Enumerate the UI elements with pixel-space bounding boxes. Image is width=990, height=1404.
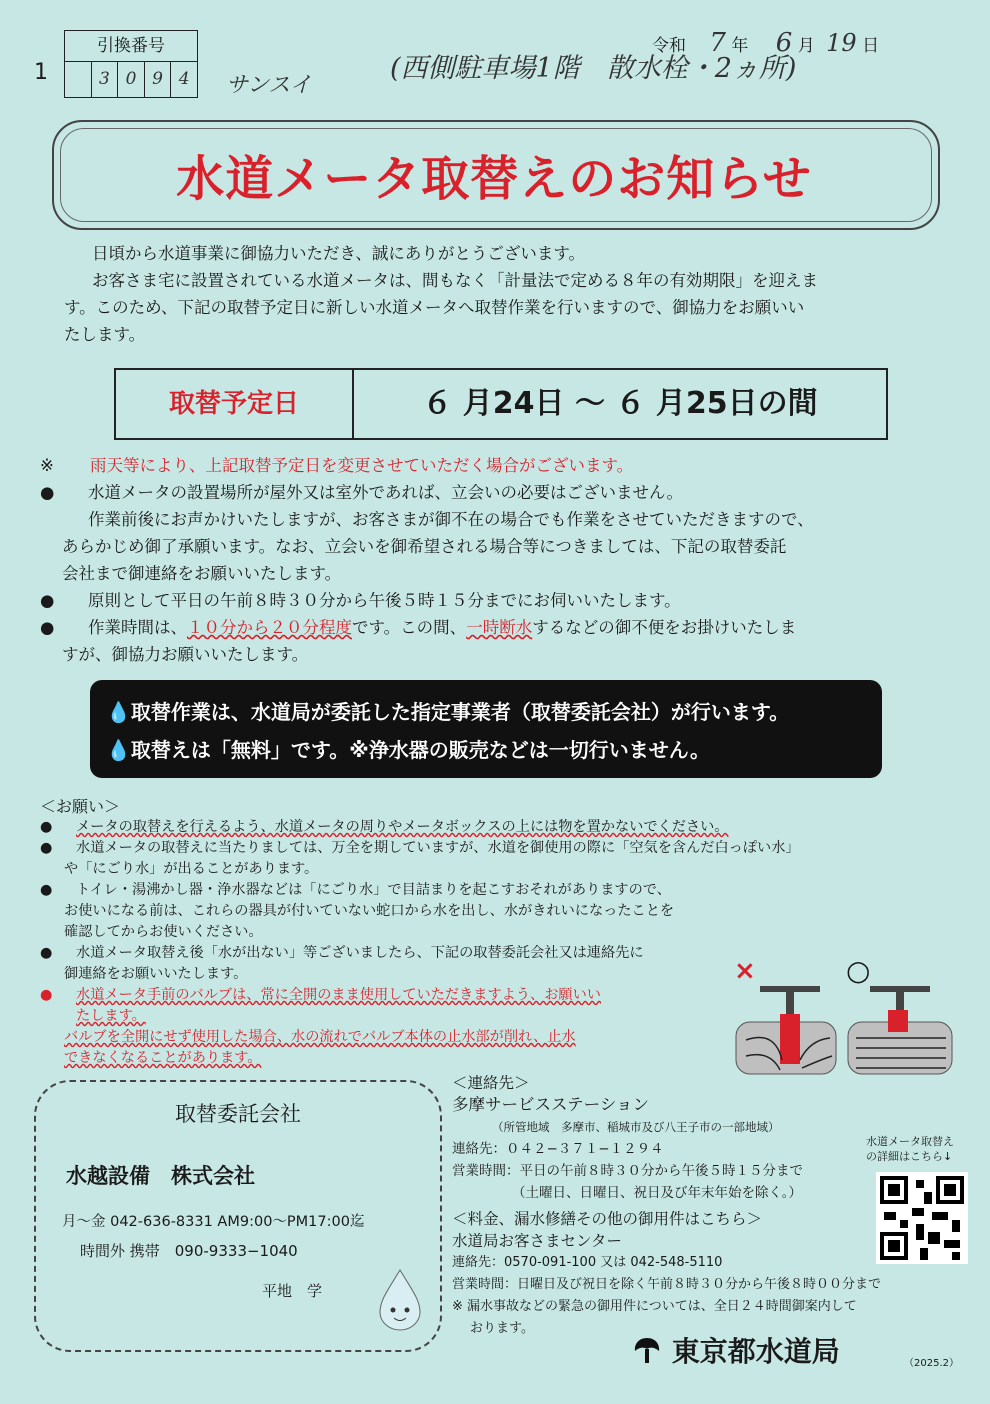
valve-diagram (730, 954, 960, 1090)
exchange-digit: 4 (178, 69, 190, 89)
notice-box (90, 680, 882, 778)
center-name: 水道局お客さまセンター (452, 1232, 622, 1250)
bullet-icon: ● (40, 618, 55, 637)
company-note: サンスイ (226, 73, 312, 98)
issue-date (652, 28, 932, 58)
exchange-number-cells (65, 62, 197, 97)
date-era: 令和 (652, 36, 686, 56)
qr-caption: 水道メータ取替え の詳細はこちら↓ (866, 1135, 954, 1163)
company-box (34, 1080, 442, 1352)
note-line: すが、御協力お願いいたします。 (62, 645, 309, 664)
contact-station: 多摩サービスステーション (452, 1095, 650, 1114)
note-mark: ※ (40, 456, 54, 475)
tokyo-logo-icon (632, 1335, 662, 1365)
company-name: 水越設備 株式会社 (66, 1164, 255, 1188)
emergency-note: おります。 (470, 1321, 534, 1336)
note-line: あらかじめ御了承願います。なお、立会いを御希望される場合等につきましては、下記の取替委託 (62, 537, 787, 556)
schedule-box (114, 368, 888, 440)
request-line: 御連絡をお願いいたします。 (64, 966, 248, 982)
note-item: ● 作業時間は、１０分から２０分程度です。この間、一時断水するなどの御不便をお掛けいたしま (40, 614, 960, 641)
date-month: 6 (775, 28, 793, 58)
request-item: ● トイレ・湯沸かし器・浄水器などは「にごり水」で目詰まりを起こすおそれがありますので、 (40, 880, 940, 901)
bullet-icon: ● (40, 483, 55, 502)
notice-line: 💧取替作業は、水道局が委託した指定事業者（取替委託会社）が行います。 (106, 700, 790, 724)
bad-mark: × (734, 956, 756, 986)
margin-mark: 1 (34, 60, 48, 85)
bullet-icon: ● (40, 882, 53, 898)
water-drop-icon: 💧 (106, 700, 131, 724)
request-item: ● 水道メータの取替えに当たりましては、万全を期していますが、水道を御使用の際に「空気を含んだ白っぽい水」 (40, 838, 940, 859)
intro-paragraph: 日頃から水道事業に御協力いただき、誠にありがとうございます。 (92, 244, 586, 263)
request-line: 確認してからお使いください。 (64, 924, 263, 940)
date-year-unit: 年 (731, 36, 749, 56)
intro-paragraph: お客さま宅に設置されている水道メータは、間もなく「計量法で定める８年の有効期限」を迎えま (92, 271, 818, 290)
exchange-number-box (64, 30, 198, 98)
intro (64, 240, 944, 348)
good-mark: ○ (846, 954, 871, 987)
contact-hours-note: （土曜日、日曜日、祝日及び年末年始を除く。） (512, 1185, 802, 1201)
intro-paragraph: す。このため、下記の取替予定日に新しい水道メータへ取替作業を行いますので、御協力をお願いい (64, 298, 805, 317)
center-heading: ＜料金、漏水修繕その他の御用件はこちら＞ (452, 1210, 763, 1228)
intro-paragraph: たします。 (64, 325, 146, 344)
exchange-digit: 9 (145, 62, 172, 97)
center-hours: 営業時間：日曜日及び祝日を除く午前８時３０分から午後８時００分まで (452, 1277, 882, 1292)
request-line: や「にごり水」が出ることがあります。 (64, 861, 319, 877)
valve-illustration (730, 960, 960, 1090)
location-note: (西側駐車場1階 散水栓・2ヵ所) (390, 53, 797, 84)
page-title: 水道メータ取替えのお知らせ (176, 151, 812, 207)
contact-heading: ＜連絡先＞ (452, 1074, 530, 1092)
contact-hours: 営業時間：平日の午前８時３０分から午後５時１５分まで (452, 1163, 803, 1179)
bullet-icon: ● (40, 819, 53, 835)
request-line: できなくなることがあります。 (64, 1050, 262, 1066)
request-item: ● メータの取替えを行えるよう、水道メータの周りやメータボックスの上には物を置かないでください。 (40, 817, 940, 838)
water-drop-icon: 💧 (106, 738, 131, 762)
rain-note: ※ 雨天等により、上記取替予定日を変更させていただく場合がございます。 (40, 452, 960, 479)
note-line: 作業前後にお声かけいたしますが、お客さまが御不在の場合でも作業をさせていただきますので、 (88, 510, 814, 529)
contact-area: （所管地域 多摩市、稲城市及び八王子市の一部地域） (492, 1120, 780, 1134)
exchange-number-label: 引換番号 (65, 31, 197, 62)
contact-tel: 連絡先：０４２−３７１−１２９４ (452, 1141, 664, 1157)
emergency-note: ※ 漏水事故などの緊急の御用件については、全日２４時間御案内して (452, 1299, 857, 1314)
exchange-digit (65, 62, 92, 97)
notes (40, 452, 960, 668)
note-line: 会社まで御連絡をお願いいたします。 (62, 564, 342, 583)
footer-org: 東京都水道局 (632, 1330, 840, 1370)
notice-line: 💧取替えは「無料」です。※浄水器の販売などは一切行いません。 (106, 738, 710, 762)
bullet-icon: ● (40, 987, 53, 1003)
company-hours: 月〜金 042-636-8331 AM9:00〜PM17:00迄 (62, 1214, 365, 1230)
request-item: ● 水道メータ手前のバルブは、常に全開のまま使用していただきますよう、お願いい (40, 985, 940, 1006)
water-outage: 一時断水 (466, 618, 533, 637)
request-line: お使いになる前は、これらの器具が付いていない蛇口から水を出し、水がきれいになったことを (64, 903, 675, 919)
request-item: ● 水道メータ取替え後「水が出ない」等ございましたら、下記の取替委託会社又は連絡先に (40, 943, 940, 964)
exchange-digit: 3 (92, 62, 119, 97)
footer-edition: （2025.2） (904, 1358, 959, 1369)
schedule-value: ６ 月24日 〜 ６ 月25日の間 (422, 386, 818, 421)
date-month-unit: 月 (797, 36, 815, 56)
requests-heading: ＜お願い＞ (40, 797, 121, 816)
date-day: 19 (826, 29, 857, 57)
company-after-hours: 時間外 携帯 090-9333−1040 (80, 1242, 298, 1260)
note-item: ● 原則として平日の午前８時３０分から午後５時１５分までにお伺いいたします。 (40, 587, 960, 614)
bullet-icon: ● (40, 840, 53, 856)
company-heading: 取替委託会社 (175, 1102, 301, 1126)
bullet-icon: ● (40, 945, 53, 961)
company-person: 平地 学 (262, 1282, 323, 1300)
bullet-icon: ● (40, 591, 55, 610)
qr-code-icon[interactable] (876, 1172, 968, 1264)
request-line: たします。 (76, 1008, 146, 1024)
exchange-digit: 0 (118, 62, 145, 97)
date-day-unit: 日 (862, 36, 880, 56)
note-item: ● 水道メータの設置場所が屋外又は室外であれば、立会いの必要はございません。 (40, 479, 960, 506)
schedule-label: 取替予定日 (116, 370, 354, 438)
center-tel: 連絡先：0570-091-100 又は 042-548-5110 (452, 1255, 723, 1270)
date-year: 7 (709, 28, 726, 58)
mascot-drop-icon (374, 1268, 426, 1332)
request-line: バルブを全開にせず使用した場合、水の流れでバルブ本体の止水部が削れ、止水 (64, 1029, 576, 1045)
work-duration: １０分から２０分程度 (187, 618, 352, 637)
